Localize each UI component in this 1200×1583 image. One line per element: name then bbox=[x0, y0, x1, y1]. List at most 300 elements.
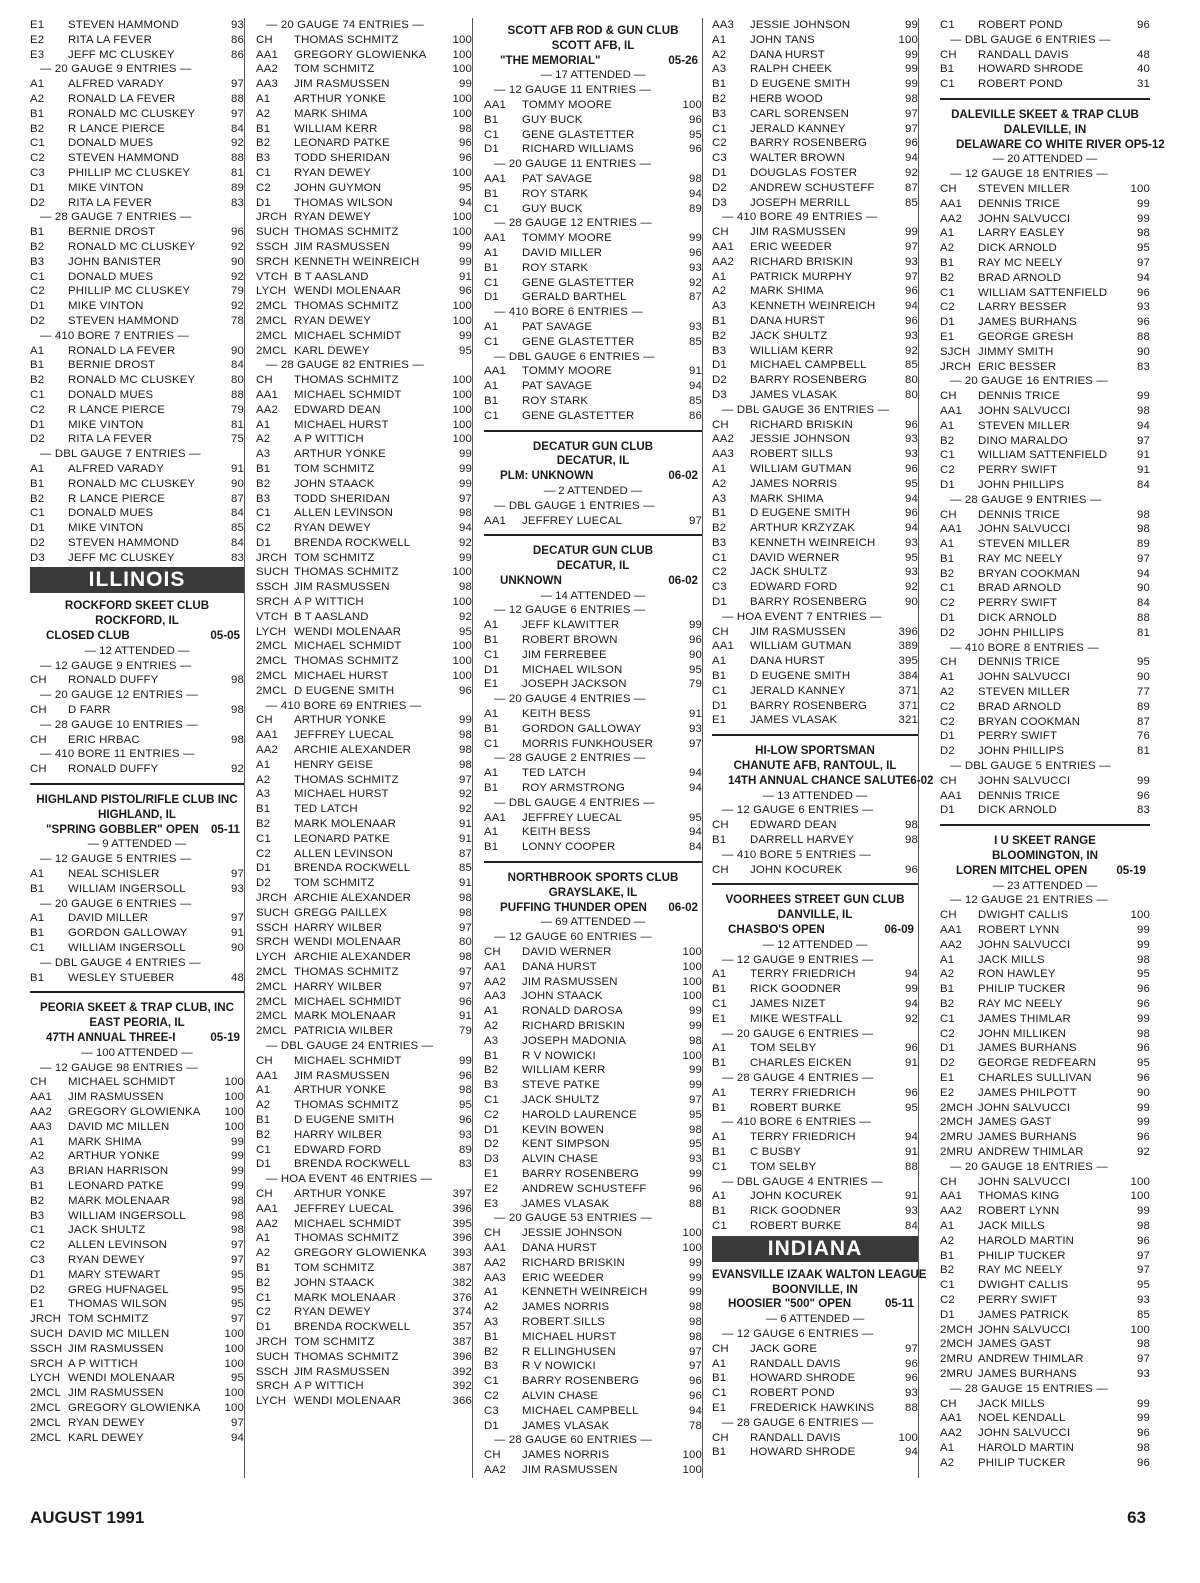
class-code: B1 bbox=[30, 971, 45, 984]
result-row bbox=[712, 151, 918, 166]
shooter-name: TERRY FRIEDRICH bbox=[750, 1086, 856, 1099]
shooter-name: B T AASLAND bbox=[294, 270, 369, 283]
shooter-name: WILLIAM SATTENFIELD bbox=[978, 449, 1108, 462]
class-code: LYCH bbox=[256, 285, 287, 298]
shooter-name: THOMAS KING bbox=[978, 1190, 1060, 1203]
result-row bbox=[712, 18, 918, 33]
shooter-name: MICHAEL SCHMIDT bbox=[294, 329, 402, 342]
division-header: — 12 GAUGE 9 ENTRIES — bbox=[40, 659, 192, 672]
shooter-name: JAMES NORRIS bbox=[522, 1301, 610, 1314]
shooter-name: BARRY ROSENBERG bbox=[750, 137, 868, 150]
class-code: SJCH bbox=[940, 345, 971, 358]
class-code: B2 bbox=[484, 1345, 499, 1358]
shooter-name: THOMAS SCHMITZ bbox=[294, 33, 399, 46]
score: 84 bbox=[689, 841, 702, 854]
shooter-name: MARK SHIMA bbox=[750, 285, 824, 298]
score: 96 bbox=[905, 507, 918, 520]
class-code: D3 bbox=[30, 551, 45, 564]
result-row bbox=[940, 1278, 1150, 1293]
result-row bbox=[484, 1404, 702, 1419]
score: 389 bbox=[898, 640, 918, 653]
score: 321 bbox=[898, 714, 918, 727]
score: 94 bbox=[905, 998, 918, 1010]
score: 98 bbox=[459, 744, 472, 757]
shooter-name: ARTHUR KRZYZAK bbox=[750, 522, 856, 535]
score: 96 bbox=[459, 1113, 472, 1126]
score: 99 bbox=[459, 551, 472, 564]
shooter-name: NOEL KENDALL bbox=[978, 1412, 1066, 1425]
class-code: B1 bbox=[712, 507, 727, 520]
shooter-name: ANDREW SCHUSTEFF bbox=[522, 1182, 647, 1195]
score: 96 bbox=[905, 1357, 918, 1370]
class-code: A1 bbox=[712, 1190, 727, 1203]
result-row bbox=[30, 299, 244, 314]
score: 94 bbox=[905, 300, 918, 313]
shooter-name: BARRY ROSENBERG bbox=[750, 374, 868, 387]
score: 87 bbox=[459, 847, 472, 860]
shooter-name: ALFRED VARADY bbox=[68, 462, 165, 475]
result-row bbox=[256, 1246, 472, 1261]
shooter-name: HAROLD MARTIN bbox=[978, 1441, 1075, 1454]
section-rule bbox=[940, 98, 1150, 100]
class-code: C1 bbox=[712, 1160, 727, 1173]
club-header: GRAYSLAKE, IL bbox=[548, 885, 638, 899]
shooter-name: RICHARD WILLIAMS bbox=[522, 143, 634, 156]
event-name: 14TH ANNUAL CHANCE SALUTE bbox=[728, 773, 911, 787]
attendance: — 20 ATTENDED — bbox=[992, 153, 1098, 166]
class-code: CH bbox=[256, 33, 273, 46]
class-code: AA1 bbox=[484, 811, 506, 824]
class-code: B2 bbox=[256, 137, 271, 150]
attendance: — 17 ATTENDED — bbox=[540, 69, 646, 82]
class-code: AA1 bbox=[484, 172, 506, 185]
class-code: C1 bbox=[940, 449, 955, 462]
class-code: B3 bbox=[256, 492, 271, 505]
class-code: E1 bbox=[712, 1012, 727, 1025]
score: 100 bbox=[682, 1241, 702, 1254]
score: 97 bbox=[689, 1345, 702, 1358]
club-header: DECATUR, IL bbox=[556, 559, 630, 573]
shooter-name: RAY MC NEELY bbox=[978, 552, 1063, 565]
result-row bbox=[30, 166, 244, 181]
club-header: EAST PEORIA, IL bbox=[89, 1016, 185, 1030]
class-code: C2 bbox=[30, 152, 45, 165]
class-code: B2 bbox=[256, 477, 271, 490]
shooter-name: JACK SHULTZ bbox=[750, 566, 828, 579]
score: 80 bbox=[459, 936, 472, 949]
class-code: AA1 bbox=[712, 240, 734, 253]
score: 88 bbox=[231, 388, 244, 401]
result-row bbox=[712, 713, 918, 728]
event-line bbox=[940, 137, 1165, 153]
score: 98 bbox=[689, 1301, 702, 1314]
shooter-name: TOM SELBY bbox=[750, 1160, 817, 1173]
result-row bbox=[940, 212, 1150, 227]
shooter-name: R ELLINGHUSEN bbox=[522, 1345, 616, 1358]
shooter-name: JIM RASMUSSEN bbox=[68, 1342, 164, 1355]
class-code: SSCH bbox=[256, 1365, 289, 1378]
result-row bbox=[256, 669, 472, 684]
shooter-name: ROBERT BROWN bbox=[522, 634, 618, 647]
class-code: 2MCH bbox=[940, 1323, 973, 1336]
results-column-5 bbox=[940, 18, 1165, 1478]
shooter-name: DAVID MC MILLEN bbox=[68, 1327, 170, 1340]
class-code: A1 bbox=[484, 320, 499, 333]
shooter-name: JACK SHULTZ bbox=[68, 1224, 146, 1237]
shooter-name: GERALD BARTHEL bbox=[522, 291, 627, 304]
shooter-name: STEVEN MILLER bbox=[978, 182, 1070, 195]
shooter-name: JACK MILLS bbox=[978, 1397, 1045, 1410]
score: 357 bbox=[452, 1321, 472, 1334]
class-code: AA1 bbox=[256, 1069, 278, 1082]
shooter-name: HERB WOOD bbox=[750, 92, 823, 105]
result-row bbox=[256, 713, 472, 728]
score: 96 bbox=[689, 1182, 702, 1195]
class-code: C1 bbox=[484, 648, 499, 661]
class-code: D1 bbox=[712, 359, 727, 372]
shooter-name: JIM RASMUSSEN bbox=[522, 1463, 618, 1476]
event-name: HOOSIER "500" OPEN bbox=[728, 1297, 852, 1311]
class-code: AA2 bbox=[940, 1205, 962, 1218]
shooter-name: JIM RASMUSSEN bbox=[750, 226, 846, 239]
score: 99 bbox=[1137, 197, 1150, 210]
result-row bbox=[30, 551, 244, 566]
shooter-name: CHARLES SULLIVAN bbox=[978, 1071, 1092, 1084]
score: 92 bbox=[459, 803, 472, 816]
class-code: B2 bbox=[256, 1128, 271, 1141]
result-row bbox=[940, 345, 1150, 360]
class-code: B2 bbox=[30, 1194, 45, 1207]
class-code: D2 bbox=[712, 181, 727, 194]
result-row bbox=[30, 1357, 244, 1372]
score: 94 bbox=[689, 187, 702, 200]
class-code: A2 bbox=[256, 1099, 271, 1112]
class-code: AA1 bbox=[484, 98, 506, 111]
score: 99 bbox=[459, 329, 472, 342]
result-row bbox=[712, 181, 918, 196]
division-header: — 28 GAUGE 12 ENTRIES — bbox=[494, 217, 652, 230]
class-code: B2 bbox=[256, 818, 271, 831]
result-row bbox=[256, 847, 472, 862]
result-row bbox=[256, 136, 472, 151]
result-row bbox=[940, 330, 1150, 345]
class-code: C1 bbox=[30, 270, 45, 283]
score: 98 bbox=[689, 1034, 702, 1047]
score: 97 bbox=[1137, 1353, 1150, 1366]
shooter-name: MICHAEL SCHMIDT bbox=[294, 1054, 402, 1067]
score: 371 bbox=[898, 684, 918, 697]
class-code: B1 bbox=[30, 1179, 45, 1192]
issue-date: AUGUST 1991 bbox=[30, 1508, 145, 1527]
shooter-name: RYAN DEWEY bbox=[294, 166, 372, 179]
shooter-name: KENNETH WEINREICH bbox=[522, 1286, 648, 1299]
score: 95 bbox=[689, 128, 702, 141]
score: 100 bbox=[452, 670, 472, 683]
result-row bbox=[712, 1189, 918, 1204]
division-header: — 12 GAUGE 18 ENTRIES — bbox=[950, 168, 1108, 181]
class-code: AA2 bbox=[256, 403, 278, 416]
class-code: B1 bbox=[256, 1113, 271, 1126]
score: 100 bbox=[682, 1049, 702, 1062]
class-code: A3 bbox=[256, 788, 271, 801]
result-row bbox=[256, 1202, 472, 1217]
result-row bbox=[712, 314, 918, 329]
shooter-name: DAVID MILLER bbox=[522, 246, 603, 259]
class-code: D2 bbox=[30, 314, 45, 327]
result-row bbox=[940, 953, 1150, 968]
class-code: D1 bbox=[30, 418, 45, 431]
shooter-name: RONALD DUFFY bbox=[68, 763, 159, 776]
class-code: SRCH bbox=[256, 596, 289, 609]
class-code: B2 bbox=[712, 522, 727, 535]
result-row bbox=[30, 1105, 244, 1120]
class-code: AA2 bbox=[712, 433, 734, 446]
class-code: B1 bbox=[712, 1101, 727, 1114]
club-header: HIGHLAND, IL bbox=[98, 807, 176, 821]
shooter-name: RICHARD BRISKIN bbox=[750, 418, 853, 431]
class-code: AA2 bbox=[712, 255, 734, 268]
score: 96 bbox=[905, 314, 918, 327]
result-row bbox=[30, 255, 244, 270]
score: 98 bbox=[231, 1224, 244, 1237]
result-row bbox=[940, 1441, 1150, 1456]
score: 96 bbox=[689, 1389, 702, 1402]
shooter-name: JOHN SALVUCCI bbox=[978, 1175, 1071, 1188]
result-row bbox=[484, 1359, 702, 1374]
result-row bbox=[30, 1268, 244, 1283]
result-row bbox=[712, 1342, 918, 1357]
class-code: B1 bbox=[484, 722, 499, 735]
class-code: CH bbox=[30, 1076, 47, 1089]
shooter-name: GREGORY GLOWIENKA bbox=[294, 1247, 427, 1260]
result-row bbox=[712, 1371, 918, 1386]
score: 90 bbox=[1137, 582, 1150, 595]
class-code: A2 bbox=[484, 1301, 499, 1314]
shooter-name: ARTHUR YONKE bbox=[294, 1187, 386, 1200]
score: 87 bbox=[689, 291, 702, 304]
result-row bbox=[256, 1009, 472, 1024]
result-row bbox=[30, 314, 244, 329]
shooter-name: THOMAS SCHMITZ bbox=[294, 773, 399, 786]
class-code: LYCH bbox=[30, 1372, 61, 1385]
result-row bbox=[256, 477, 472, 492]
class-code: AA2 bbox=[940, 938, 962, 951]
result-row bbox=[484, 1463, 702, 1478]
result-row bbox=[30, 1075, 244, 1090]
shooter-name: BARRY ROSENBERG bbox=[522, 1167, 640, 1180]
shooter-name: KENNETH WEINREICH bbox=[294, 255, 420, 268]
shooter-name: JOHN SALVUCCI bbox=[978, 1101, 1071, 1114]
shooter-name: TOM SCHMITZ bbox=[68, 1313, 149, 1326]
class-code: D1 bbox=[256, 1321, 271, 1334]
result-row bbox=[712, 654, 918, 669]
class-code: CH bbox=[30, 733, 47, 746]
class-code: A2 bbox=[30, 1150, 45, 1163]
score: 99 bbox=[905, 63, 918, 76]
result-row bbox=[30, 48, 244, 63]
score: 91 bbox=[231, 927, 244, 940]
shooter-name: JAMES BURHANS bbox=[978, 316, 1077, 329]
score: 88 bbox=[231, 92, 244, 105]
score: 93 bbox=[689, 1153, 702, 1166]
result-row bbox=[712, 388, 918, 403]
score: 99 bbox=[689, 1005, 702, 1018]
class-code: A1 bbox=[484, 708, 499, 721]
shooter-name: JIM FERREBEE bbox=[522, 648, 607, 661]
result-row bbox=[256, 891, 472, 906]
result-row bbox=[940, 1204, 1150, 1219]
class-code: A1 bbox=[256, 418, 271, 431]
result-row bbox=[30, 344, 244, 359]
result-row bbox=[30, 18, 244, 33]
score: 396 bbox=[898, 625, 918, 638]
score: 99 bbox=[1137, 212, 1150, 225]
score: 84 bbox=[1137, 597, 1150, 610]
score: 91 bbox=[459, 877, 472, 890]
result-row bbox=[256, 447, 472, 462]
score: 75 bbox=[231, 433, 244, 446]
score: 84 bbox=[231, 359, 244, 372]
club-header: DECATUR, IL bbox=[556, 454, 630, 468]
shooter-name: R V NOWICKI bbox=[522, 1049, 596, 1062]
result-row bbox=[256, 270, 472, 285]
class-code: A1 bbox=[30, 912, 45, 925]
class-code: B1 bbox=[940, 63, 955, 76]
class-code: A1 bbox=[30, 868, 45, 881]
class-code: AA3 bbox=[484, 1271, 506, 1284]
score: 90 bbox=[231, 255, 244, 268]
class-code: CH bbox=[712, 863, 729, 876]
result-row bbox=[940, 1115, 1150, 1130]
result-row bbox=[484, 1093, 702, 1108]
class-code: AA1 bbox=[940, 924, 962, 937]
shooter-name: ROBERT LYNN bbox=[978, 924, 1060, 937]
score: 89 bbox=[231, 181, 244, 194]
result-row bbox=[484, 231, 702, 246]
result-row bbox=[712, 1101, 918, 1116]
score: 99 bbox=[1137, 1012, 1150, 1025]
class-code: JRCH bbox=[256, 211, 287, 224]
class-code: 2MCL bbox=[256, 1025, 287, 1038]
score: 366 bbox=[452, 1395, 472, 1408]
result-row bbox=[30, 1327, 244, 1342]
result-row bbox=[940, 967, 1150, 982]
shooter-name: ALFRED VARADY bbox=[68, 78, 165, 91]
result-row bbox=[256, 787, 472, 802]
score: 91 bbox=[459, 1010, 472, 1023]
shooter-name: WILLIAM KERR bbox=[750, 344, 834, 357]
result-row bbox=[940, 611, 1150, 626]
result-row bbox=[484, 945, 702, 960]
shooter-name: JOHN SALVUCCI bbox=[978, 1323, 1071, 1336]
shooter-name: KENT SIMPSON bbox=[522, 1138, 610, 1151]
result-row bbox=[940, 537, 1150, 552]
result-row bbox=[940, 1426, 1150, 1441]
shooter-name: JOHN KOCUREK bbox=[750, 1190, 843, 1203]
division-header: — 410 BORE 69 ENTRIES — bbox=[266, 699, 422, 712]
shooter-name: CARL SORENSEN bbox=[750, 107, 850, 120]
shooter-name: THOMAS SCHMITZ bbox=[294, 566, 399, 579]
score: 376 bbox=[452, 1291, 472, 1304]
result-row bbox=[940, 77, 1150, 92]
score: 98 bbox=[1137, 508, 1150, 521]
shooter-name: EDWARD DEAN bbox=[294, 403, 381, 416]
result-row bbox=[712, 699, 918, 714]
class-code: C1 bbox=[484, 335, 499, 348]
event-line bbox=[712, 1297, 918, 1312]
class-code: C2 bbox=[30, 285, 45, 298]
result-row bbox=[484, 989, 702, 1004]
event-name: CHASBO'S OPEN bbox=[728, 923, 825, 937]
result-row bbox=[256, 1231, 472, 1246]
event-date: 06-02 bbox=[668, 900, 698, 914]
result-row bbox=[256, 521, 472, 536]
shooter-name: BRAD ARNOLD bbox=[978, 700, 1062, 713]
result-row bbox=[712, 818, 918, 833]
shooter-name: ARTHUR YONKE bbox=[294, 448, 386, 461]
result-row bbox=[256, 906, 472, 921]
class-code: B3 bbox=[30, 255, 45, 268]
division-header: — DBL GAUGE 1 ENTRIES — bbox=[494, 499, 655, 512]
class-code: E1 bbox=[484, 678, 499, 691]
class-code: A2 bbox=[256, 433, 271, 446]
result-row bbox=[712, 863, 918, 878]
class-code: D1 bbox=[484, 1123, 499, 1136]
division-header: — 20 GAUGE 9 ENTRIES — bbox=[40, 63, 192, 76]
shooter-name: TOM SCHMITZ bbox=[294, 462, 375, 475]
class-code: B1 bbox=[712, 1145, 727, 1158]
class-code: A1 bbox=[256, 1232, 271, 1245]
shooter-name: TOM SCHMITZ bbox=[294, 1335, 375, 1348]
shooter-name: MIKE VINTON bbox=[68, 522, 144, 535]
class-code: B1 bbox=[484, 634, 499, 647]
score: 95 bbox=[459, 1099, 472, 1112]
attendance: — 14 ATTENDED — bbox=[540, 589, 646, 602]
result-row bbox=[484, 663, 702, 678]
result-row bbox=[256, 403, 472, 418]
score: 93 bbox=[905, 448, 918, 461]
result-row bbox=[484, 1285, 702, 1300]
shooter-name: JOHN PHILLIPS bbox=[978, 745, 1065, 758]
class-code: B1 bbox=[256, 803, 271, 816]
result-row bbox=[712, 1386, 918, 1401]
shooter-name: BARRY ROSENBERG bbox=[750, 596, 868, 609]
results-column-4 bbox=[712, 18, 934, 1478]
class-code: 2MCL bbox=[256, 655, 287, 668]
shooter-name: WILLIAM GUTMAN bbox=[750, 640, 852, 653]
class-code: B3 bbox=[712, 344, 727, 357]
class-code: B2 bbox=[940, 567, 955, 580]
shooter-name: DANA HURST bbox=[522, 1241, 597, 1254]
score: 98 bbox=[231, 1194, 244, 1207]
result-row bbox=[712, 1219, 918, 1234]
division-header: — DBL GAUGE 5 ENTRIES — bbox=[950, 760, 1111, 773]
result-row bbox=[256, 1276, 472, 1291]
class-code: B3 bbox=[256, 152, 271, 165]
score: 95 bbox=[459, 625, 472, 638]
shooter-name: BARRY ROSENBERG bbox=[750, 699, 868, 712]
class-code: B3 bbox=[712, 536, 727, 549]
shooter-name: WALTER BROWN bbox=[750, 152, 845, 165]
result-row bbox=[484, 1256, 702, 1271]
result-row bbox=[484, 1063, 702, 1078]
class-code: CH bbox=[484, 1449, 501, 1462]
class-code: C1 bbox=[30, 137, 45, 150]
class-code: A2 bbox=[940, 242, 955, 255]
division-header: — 12 GAUGE 9 ENTRIES — bbox=[722, 953, 874, 966]
class-code: A3 bbox=[30, 1165, 45, 1178]
shooter-name: THOMAS SCHMITZ bbox=[294, 226, 399, 239]
